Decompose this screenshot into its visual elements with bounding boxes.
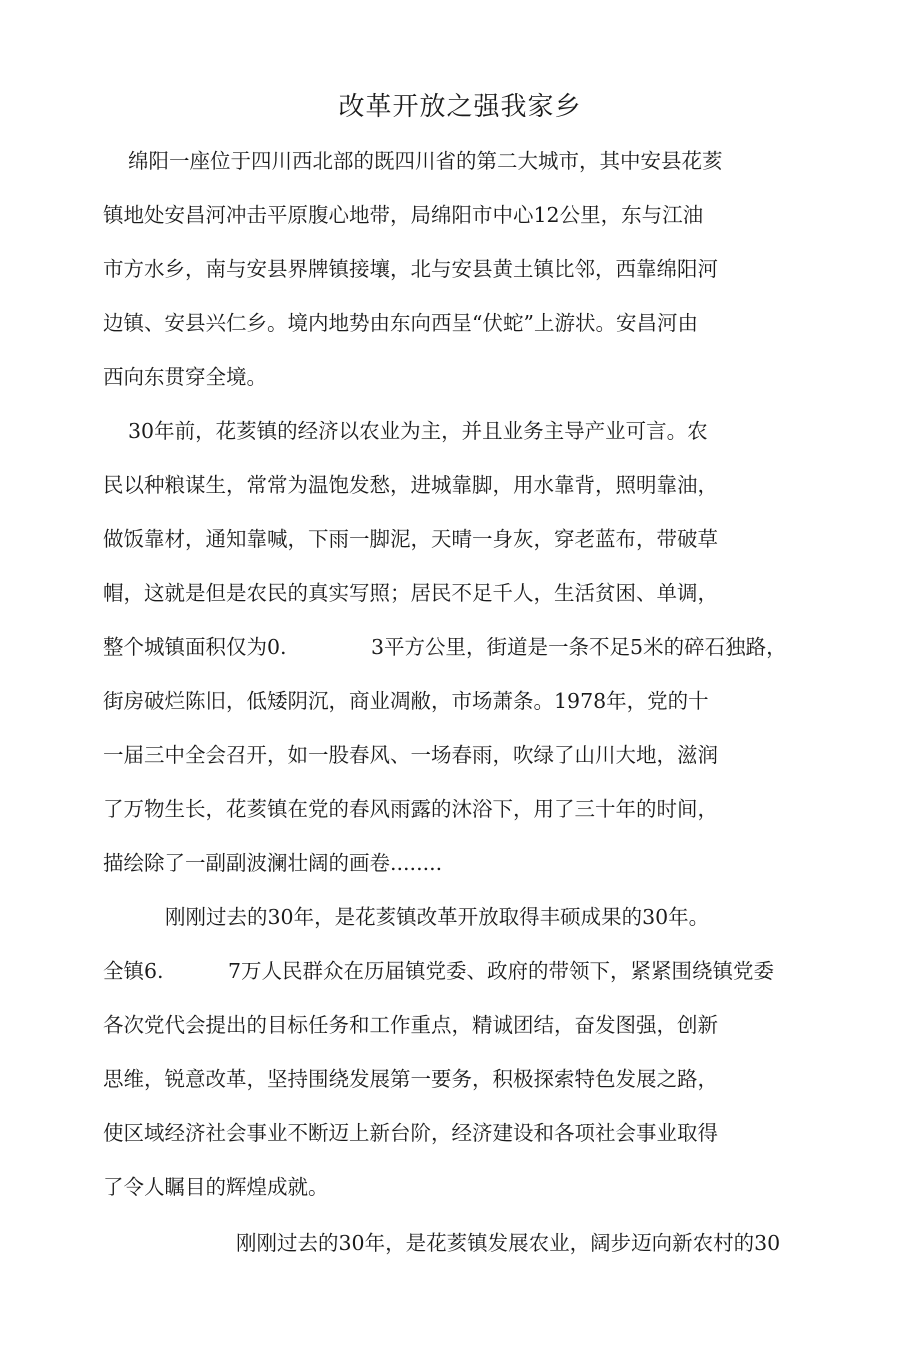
- document-title: 改革开放之强我家乡: [338, 92, 582, 122]
- paragraph-1-line-5: 西向东贯穿全境。: [103, 365, 267, 389]
- paragraph-2-line-5a: 整个城镇面积仅为0.: [103, 635, 287, 659]
- paragraph-3-line-6: 了令人瞩目的辉煌成就。: [103, 1175, 329, 1199]
- paragraph-1-line-4: 边镇、安县兴仁乡。境内地势由东向西呈“伏蛇”上游状。安昌河由: [103, 311, 698, 335]
- paragraph-3-line-4: 思维，锐意改革，坚持围绕发展第一要务，积极探索特色发展之路，: [103, 1067, 718, 1091]
- paragraph-2-line-7: 一届三中全会召开，如一股春风、一场春雨，吹绿了山川大地，滋润: [103, 743, 718, 767]
- paragraph-1-line-3: 市方水乡，南与安县界牌镇接壤，北与安县黄土镇比邻，西靠绵阳河: [103, 257, 718, 281]
- paragraph-3-line-1: 刚刚过去的30年，是花荄镇改革开放取得丰硕成果的30年。: [165, 905, 710, 929]
- paragraph-2-line-1: 30年前，花荄镇的经济以农业为主，并且业务主导产业可言。农: [128, 419, 708, 443]
- paragraph-1-line-2: 镇地处安昌河冲击平原腹心地带，局绵阳市中心12公里，东与江油: [103, 203, 704, 227]
- paragraph-4-line-1: 刚刚过去的30年，是花荄镇发展农业，阔步迈向新农村的30: [236, 1231, 781, 1255]
- paragraph-3-line-5: 使区域经济社会事业不断迈上新台阶，经济建设和各项社会事业取得: [103, 1121, 718, 1145]
- paragraph-2-line-5b: 3平方公里，街道是一条不足5米的碎石独路，: [371, 635, 787, 659]
- paragraph-1-line-1: 绵阳一座位于四川西北部的既四川省的第二大城市，其中安县花荄: [128, 149, 723, 173]
- paragraph-3-line-2b: 7万人民群众在历届镇党委、政府的带领下，紧紧围绕镇党委: [228, 959, 775, 983]
- paragraph-3-line-2a: 全镇6.: [103, 959, 164, 983]
- paragraph-2-line-9: 描绘除了一副副波澜壮阔的画卷........: [103, 851, 443, 875]
- paragraph-3-line-3: 各次党代会提出的目标任务和工作重点，精诚团结，奋发图强，创新: [103, 1013, 718, 1037]
- paragraph-2-line-2: 民以种粮谋生，常常为温饱发愁，进城靠脚，用水靠背，照明靠油，: [103, 473, 718, 497]
- paragraph-2-line-8: 了万物生长，花荄镇在党的春风雨露的沐浴下，用了三十年的时间，: [103, 797, 718, 821]
- paragraph-2-line-4: 帽，这就是但是农民的真实写照；居民不足千人，生活贫困、单调，: [103, 581, 718, 605]
- paragraph-2-line-6: 街房破烂陈旧，低矮阴沉，商业凋敝，市场萧条。1978年，党的十: [103, 689, 709, 713]
- paragraph-2-line-3: 做饭靠材，通知靠喊，下雨一脚泥，天晴一身灰，穿老蓝布，带破草: [103, 527, 718, 551]
